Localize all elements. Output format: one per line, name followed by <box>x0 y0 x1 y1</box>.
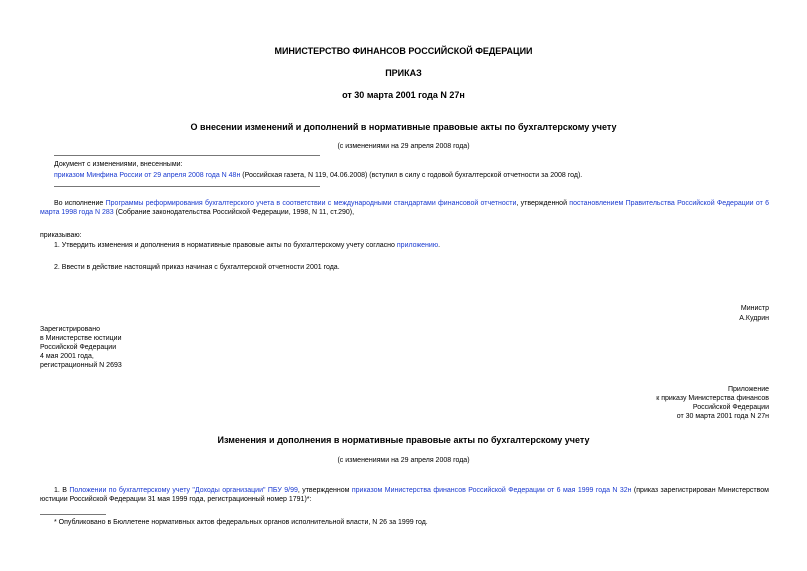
appendix-reference <box>656 385 769 421</box>
appendix-p1-mid: , утвержденном <box>297 487 352 494</box>
item-1 <box>54 241 440 250</box>
item-1-text: 1. Утвердить изменения и дополнения в нормативные правовые акты по бухгалтерскому учету согласно <box>54 242 397 249</box>
doc-date-number: от 30 марта 2001 года N 27н <box>342 90 465 100</box>
amending-order-link[interactable]: приказом Минфина России от 29 апреля 2008 года N 48н <box>54 172 241 179</box>
appendix-p1-start: 1. В <box>54 487 70 494</box>
changes-intro: Документ с изменениями, внесенными: <box>54 161 183 168</box>
order-word: приказываю: <box>40 232 82 239</box>
item-1-end: . <box>438 242 441 249</box>
appendix-ref-line-4: от 30 марта 2001 года N 27н <box>676 413 769 420</box>
preamble-paragraph <box>40 199 769 217</box>
ministry-heading: МИНИСТЕРСТВО ФИНАНСОВ РОССИЙСКОЙ ФЕДЕРАЦИИ <box>274 46 533 56</box>
registration-line-3: Российской Федерации <box>40 344 117 351</box>
changes-line <box>54 171 774 180</box>
preamble-text-3: (Собрание законодательства Российской Федерации, 1998, N 11, ст.290), <box>113 209 355 216</box>
appendix-amended-note: (с изменениями на 29 апреля 2008 года) <box>337 457 470 464</box>
appendix-ref-line-1: Приложение <box>727 386 769 393</box>
appendix-paragraph-1 <box>40 486 769 504</box>
registration-block <box>40 325 122 370</box>
footnote: * Опубликовано в Бюллетене нормативных актов федеральных органов исполнительной власти, N 26 за 1999 год. <box>54 519 428 526</box>
appendix-title: Изменения и дополнения в нормативные правовые акты по бухгалтерскому учету <box>217 435 590 445</box>
preamble-text-1: Во исполнение <box>54 200 106 207</box>
pbu-9-99-link[interactable]: Положении по бухгалтерскому учету "Доходы организации" ПБУ 9/99 <box>69 487 298 494</box>
reform-program-link[interactable]: Программы реформирования бухгалтерского учета в соответствии с международными стандартами финансовой отчетности <box>105 200 517 207</box>
registration-line-2: в Министерстве юстиции <box>40 335 122 342</box>
government-decree-link[interactable]: постановлением Правительства Российской Федерации от 6 марта 1998 года N 283 <box>40 200 770 216</box>
doc-title: О внесении изменений и дополнений в нормативные правовые акты по бухгалтерскому учету <box>190 122 617 132</box>
changes-bottom-rule <box>54 186 320 187</box>
registration-line-4: 4 мая 2001 года, <box>40 353 94 360</box>
signature-name: А.Кудрин <box>739 315 769 322</box>
registration-line-5: регистрационный N 2693 <box>40 362 122 369</box>
preamble-text-2: , утвержденной <box>516 200 570 207</box>
doc-type-heading: ПРИКАЗ <box>385 68 422 78</box>
changes-top-rule <box>54 155 320 156</box>
footnote-rule <box>40 514 106 515</box>
registration-line-1: Зарегистрировано <box>40 326 100 333</box>
appendix-p1-end: (приказ зарегистрирован Министерством юстиции Российской Федерации 31 мая 1999 года, регистрационный номер 1791)*: <box>40 487 769 503</box>
changes-rest-text: (Российская газета, N 119, 04.06.2008) (вступил в силу с годовой бухгалтерской отчетности за 2008 год). <box>240 172 583 179</box>
item-2: 2. Ввести в действие настоящий приказ начиная с бухгалтерской отчетности 2001 года. <box>54 264 340 271</box>
signature-position: Министр <box>740 305 769 312</box>
appendix-ref-line-3: Российской Федерации <box>692 404 769 411</box>
appendix-link[interactable]: приложению <box>396 242 439 249</box>
minfin-order-32n-link[interactable]: приказом Министерства финансов Российской Федерации от 6 мая 1999 года N 32н <box>351 487 632 494</box>
appendix-ref-line-2: к приказу Министерства финансов <box>656 395 769 402</box>
amended-note: (с изменениями на 29 апреля 2008 года) <box>337 143 470 150</box>
